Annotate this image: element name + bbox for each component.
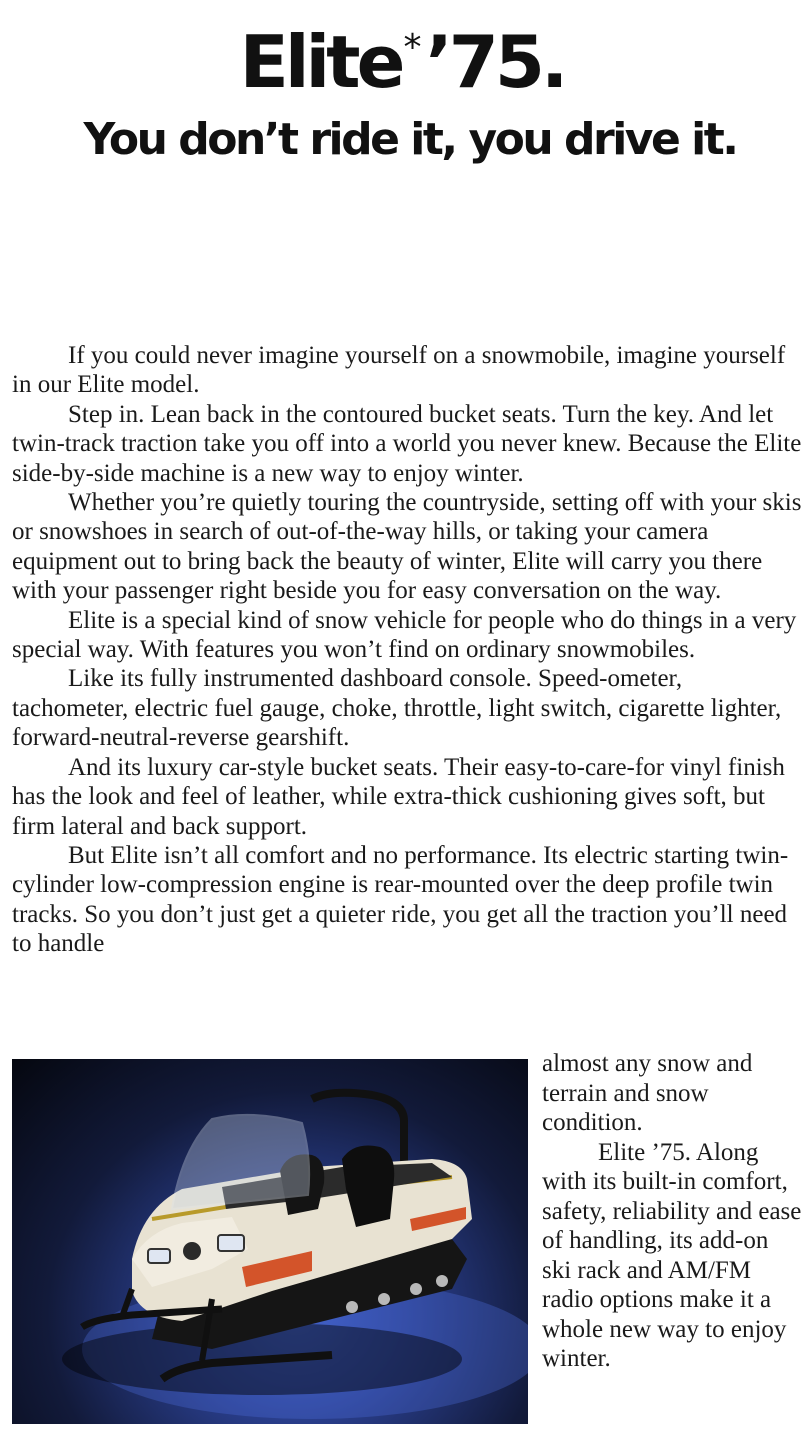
snowmobile-illustration — [12, 1059, 528, 1424]
title-word: Elite — [239, 20, 402, 104]
paragraph: Whether you’re quietly touring the countryside, setting off with your skis or snowshoes in search of out-of-the-way hills, or taking your camera equipment out to bring back the beauty of winter, Elite will carry you there with your passenger right beside you for easy conversation on the way. — [12, 489, 802, 605]
emblem — [183, 1242, 201, 1260]
side-paragraph: almost any snow and terrain and snow condition. — [542, 1050, 753, 1136]
asterisk-mark: * — [403, 27, 422, 68]
paragraph: And its luxury car-style bucket seats. Their easy-to-care-for vinyl finish has the look and feel of leather, while extra-thick cushioning gives soft, but firm lateral and back support. — [12, 753, 785, 840]
side-paragraph: Elite ’75. Along with its built-in comfort, safety, reliability and ease of handling, its add-on ski rack and AM/FM radio options make it a whole new way to enjoy winter. — [542, 1138, 802, 1372]
paragraph: If you could never imagine yourself on a snowmobile, imagine yourself in our Elite model. — [12, 342, 786, 399]
headlight-left — [148, 1249, 170, 1263]
tagline: You don’t ride it, you drive it. — [83, 114, 737, 165]
title-year: ’75. — [425, 20, 565, 104]
side-copy — [542, 1049, 802, 1374]
snowmobile-photo — [12, 1059, 528, 1424]
paragraph: Like its fully instrumented dashboard console. Speed-ometer, tachometer, electric fuel gauge, choke, throttle, light switch, cigarette lighter, forward-neutral-reverse gearshift. — [12, 665, 782, 752]
body-copy — [12, 341, 802, 959]
windshield — [172, 1115, 309, 1209]
headlight-right — [218, 1235, 244, 1251]
page-title — [0, 4, 804, 106]
paragraph: Step in. Lean back in the contoured bucket seats. Turn the key. And let twin-track traction take you off into a world you never knew. Because the Elite side-by-side machine is a new way to enjoy winter. — [12, 400, 802, 487]
paragraph: But Elite isn’t all comfort and no performance. Its electric starting twin-cylinder low-compression engine is rear-mounted over the deep profile twin tracks. So you don’t just get a quieter ride, you get all the traction you’ll need to handle — [12, 841, 789, 958]
paragraph: Elite is a special kind of snow vehicle for people who do things in a very special way. With features you won’t find on ordinary snowmobiles. — [12, 606, 797, 664]
